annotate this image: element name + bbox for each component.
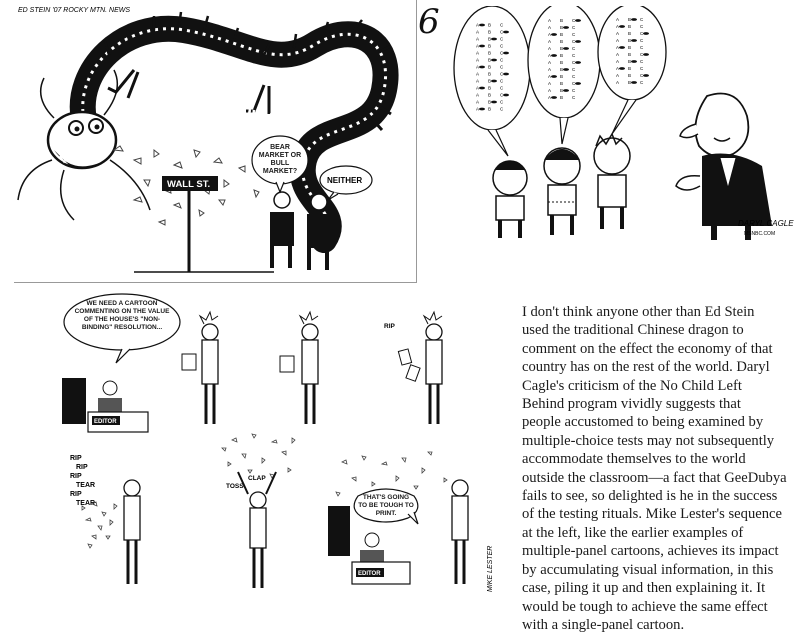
filled-answer-mark xyxy=(479,108,485,111)
answer-letter: A xyxy=(476,78,480,84)
answer-letter: A xyxy=(548,95,552,100)
answer-letter: B xyxy=(488,71,492,77)
answer-letter: C xyxy=(500,99,504,105)
answer-letter: B xyxy=(560,53,564,58)
answer-letter: B xyxy=(488,43,492,49)
answer-letter: A xyxy=(476,92,480,98)
answer-letter: B xyxy=(628,80,632,85)
answer-letter: B xyxy=(488,22,492,28)
closing-balloon: THAT'S GOING TO BE TOUGH TO PRINT. xyxy=(358,494,414,517)
filled-answer-mark xyxy=(551,33,557,36)
page-number: 6 xyxy=(418,2,440,42)
answer-letter: A xyxy=(548,25,552,30)
filled-answer-mark xyxy=(503,52,509,55)
filled-answer-mark xyxy=(563,89,569,92)
answer-letter: A xyxy=(548,39,552,44)
answer-letter: A xyxy=(616,73,620,78)
answer-letter: B xyxy=(488,92,492,98)
filled-answer-mark xyxy=(479,66,485,69)
filled-answer-mark xyxy=(479,87,485,90)
answer-letter: B xyxy=(628,59,632,64)
answer-letter: C xyxy=(640,38,644,43)
bubble-tail xyxy=(560,118,568,144)
filled-answer-mark xyxy=(619,25,625,28)
answer-letter: B xyxy=(628,31,632,36)
answer-letter: C xyxy=(640,73,644,78)
answer-letter: A xyxy=(548,53,552,58)
answer-letter: C xyxy=(572,18,576,23)
answer-letter: C xyxy=(500,71,504,77)
filled-answer-mark xyxy=(631,39,637,42)
wall-street-sign: WALL ST. xyxy=(167,179,211,190)
answer-letter: C xyxy=(640,24,644,29)
answer-letter: C xyxy=(640,31,644,36)
answer-letter: C xyxy=(572,53,576,58)
answer-letter: A xyxy=(616,17,620,22)
answer-letter: A xyxy=(476,85,480,91)
answer-letter: C xyxy=(640,80,644,85)
answer-letter: C xyxy=(500,78,504,84)
answer-letter: C xyxy=(500,92,504,98)
cartoonist-starting-rip xyxy=(280,312,318,424)
cartoonist-tossing xyxy=(238,472,276,588)
answer-letter: C xyxy=(500,29,504,35)
answer-letter: B xyxy=(488,50,492,56)
filled-answer-mark xyxy=(631,18,637,21)
answer-letter: A xyxy=(476,36,480,42)
rip-tear-word: RIP xyxy=(70,473,82,480)
shredded-paper-pile xyxy=(82,502,117,548)
filled-answer-mark xyxy=(619,46,625,49)
rip-sound-effect: RIP xyxy=(384,323,395,330)
answer-letter: A xyxy=(548,60,552,65)
rip-tear-word: TEAR xyxy=(76,500,96,507)
house-resolution-sequence-cartoon xyxy=(52,292,504,604)
filled-answer-mark xyxy=(551,54,557,57)
answer-letter: A xyxy=(548,46,552,51)
filled-answer-mark xyxy=(643,53,649,56)
answer-letter: B xyxy=(560,74,564,79)
answer-letter: C xyxy=(500,36,504,42)
answer-letter: A xyxy=(548,74,552,79)
filled-answer-mark xyxy=(491,59,497,62)
answer-letter: C xyxy=(572,67,576,72)
editor-desk-label-final: EDITOR xyxy=(358,571,381,577)
answer-letter: B xyxy=(488,99,492,105)
testing-cartoon-signature: DARYL CAGLE xyxy=(738,219,794,228)
answer-letter: A xyxy=(616,45,620,50)
office-door-final xyxy=(328,506,350,556)
answer-letter: C xyxy=(500,64,504,70)
answer-letter: A xyxy=(548,81,552,86)
filled-answer-mark xyxy=(563,47,569,50)
answer-letter: C xyxy=(640,17,644,22)
answer-letter: B xyxy=(628,45,632,50)
filled-answer-mark xyxy=(575,61,581,64)
answer-letter: C xyxy=(500,43,504,49)
answer-letter: C xyxy=(572,46,576,51)
filled-answer-mark xyxy=(643,32,649,35)
answer-letter: C xyxy=(572,74,576,79)
answer-letter: B xyxy=(560,67,564,72)
answer-letter: B xyxy=(488,57,492,63)
filled-answer-mark xyxy=(551,96,557,99)
answer-letter: B xyxy=(488,29,492,35)
answer-letter: C xyxy=(640,66,644,71)
answer-letter: B xyxy=(628,38,632,43)
filled-answer-mark xyxy=(619,67,625,70)
china-cartoon-signature: ED STEIN '07 ROCKY MTN. NEWS xyxy=(18,7,131,14)
china-dragon-label: CHINA xyxy=(228,104,278,128)
bubble-tail xyxy=(488,130,508,156)
filled-answer-mark xyxy=(631,81,637,84)
answer-letter: C xyxy=(640,45,644,50)
filled-answer-mark xyxy=(631,60,637,63)
rip-tear-word: RIP xyxy=(70,491,82,498)
answer-letter: A xyxy=(616,38,620,43)
answer-letter: A xyxy=(476,43,480,49)
answer-letter: A xyxy=(616,66,620,71)
answer-letter: C xyxy=(500,50,504,56)
commentary-text: I don't think anyone other than Ed Stein used the traditional Chinese dragon to comment on the effect the economy of that country has on the rest of the world. Daryl Cagle's criticism of the No Child Left Behind program vividly suggests that people accustomed to being examined by multiple-choice tests may not subsequently accommodate themselves to the world outside the classroom—a fact that GeeDubya fails to see, so delighted is he in the success of the testing rituals. Mike Lester's sequence at the left, like the earlier examples of multiple-panel cartoons, achieves its impact by accumulating visual information, in this case, piling it up and then explaining it. It would be tough to achieve the same effect with a single-panel cartoon. xyxy=(522,304,787,633)
cartoonist-final xyxy=(452,480,468,584)
filled-answer-mark xyxy=(575,82,581,85)
filled-answer-mark xyxy=(503,31,509,34)
answer-letter: A xyxy=(476,22,480,28)
china-dragon-illustration xyxy=(14,0,416,282)
businessman-left xyxy=(270,192,294,268)
answer-letter: C xyxy=(572,32,576,37)
standardized-testing-cartoon xyxy=(452,6,794,250)
answer-letter: B xyxy=(488,78,492,84)
answer-letter: A xyxy=(616,24,620,29)
answer-letter: B xyxy=(560,46,564,51)
answer-letter: A xyxy=(616,80,620,85)
answer-letter: C xyxy=(572,39,576,44)
answer-letter: B xyxy=(560,60,564,65)
answer-letter: A xyxy=(476,29,480,35)
answer-letter: C xyxy=(572,95,576,100)
bear-bull-question-balloon: BEAR MARKET OR BULL MARKET? xyxy=(258,144,302,175)
answer-letter: B xyxy=(628,17,632,22)
answer-letter: B xyxy=(560,25,564,30)
toss-word: TOSS xyxy=(226,483,244,490)
filled-answer-mark xyxy=(575,40,581,43)
answer-letter: B xyxy=(628,73,632,78)
answer-letter: C xyxy=(500,85,504,91)
answer-letter: A xyxy=(548,32,552,37)
rip-tear-word: RIP xyxy=(76,464,88,471)
answer-letter: A xyxy=(616,59,620,64)
filled-answer-mark xyxy=(491,80,497,83)
answer-letter: C xyxy=(500,106,504,112)
answer-sheet-bubble xyxy=(528,6,600,118)
answer-letter: A xyxy=(476,57,480,63)
answer-letter: B xyxy=(560,39,564,44)
filled-answer-mark xyxy=(479,45,485,48)
filled-answer-mark xyxy=(503,73,509,76)
filled-answer-mark xyxy=(503,94,509,97)
answer-letter: A xyxy=(548,67,552,72)
answer-letter: A xyxy=(476,99,480,105)
confetti-paper xyxy=(222,434,295,478)
sequence-illustration xyxy=(52,292,504,604)
answer-letter: C xyxy=(572,88,576,93)
answer-letter: A xyxy=(548,88,552,93)
answer-sheet-bubble xyxy=(454,6,530,130)
china-dragon-cartoon xyxy=(14,0,417,283)
answer-letter: B xyxy=(628,66,632,71)
answer-letter: B xyxy=(560,95,564,100)
filled-answer-mark xyxy=(491,101,497,104)
answer-letter: C xyxy=(572,60,576,65)
filled-answer-mark xyxy=(479,24,485,27)
neither-answer-balloon: NEITHER xyxy=(327,176,363,185)
rip-tear-word: TEAR xyxy=(76,482,96,489)
filled-answer-mark xyxy=(643,74,649,77)
editor-desk-label: EDITOR xyxy=(94,419,117,425)
filled-answer-mark xyxy=(575,19,581,22)
answer-letter: B xyxy=(488,36,492,42)
testing-cartoon-site: MSNBC.COM xyxy=(744,231,776,237)
testing-illustration xyxy=(452,6,794,250)
answer-letter: B xyxy=(628,24,632,29)
answer-letter: C xyxy=(500,22,504,28)
answer-letter: A xyxy=(548,18,552,23)
answer-letter: B xyxy=(488,85,492,91)
answer-letter: A xyxy=(476,50,480,56)
answer-letter: B xyxy=(560,88,564,93)
answer-letter: C xyxy=(500,57,504,63)
filled-answer-mark xyxy=(563,68,569,71)
bubble-tail xyxy=(612,100,636,134)
cartoonist-ripping xyxy=(384,312,442,424)
rip-tear-sound-stack xyxy=(70,455,95,507)
filled-answer-mark xyxy=(563,26,569,29)
answer-letter: A xyxy=(476,64,480,70)
opening-balloon: WE NEED A CARTOON COMMENTING ON THE VALUE OF THE HOUSE'S "NON-BINDING" RESOLUTION... xyxy=(74,300,170,331)
answer-letter: B xyxy=(560,18,564,23)
filled-answer-mark xyxy=(491,38,497,41)
office-door xyxy=(62,378,86,424)
answer-letter: C xyxy=(572,81,576,86)
answer-letter: B xyxy=(488,106,492,112)
answer-letter: A xyxy=(476,106,480,112)
filled-answer-mark xyxy=(551,75,557,78)
sequence-cartoon-signature: MIKE LESTER xyxy=(487,545,494,592)
answer-letter: B xyxy=(488,64,492,70)
child-left xyxy=(493,161,527,238)
cartoonist-tearing xyxy=(124,480,140,584)
answer-letter: A xyxy=(616,52,620,57)
child-right xyxy=(594,134,630,229)
toss-word: CLAP xyxy=(248,475,266,482)
answer-letter: C xyxy=(640,59,644,64)
answer-letter: B xyxy=(628,52,632,57)
answer-letter: A xyxy=(476,71,480,77)
answer-letter: A xyxy=(616,31,620,36)
child-middle xyxy=(544,148,580,235)
rip-tear-word: RIP xyxy=(70,455,82,462)
answer-letter: B xyxy=(560,32,564,37)
answer-sheet-bubbles xyxy=(454,6,666,156)
answer-letter: C xyxy=(640,52,644,57)
answer-letter: B xyxy=(560,81,564,86)
answer-letter: C xyxy=(572,25,576,30)
cartoonist-holding-paper xyxy=(182,312,218,424)
